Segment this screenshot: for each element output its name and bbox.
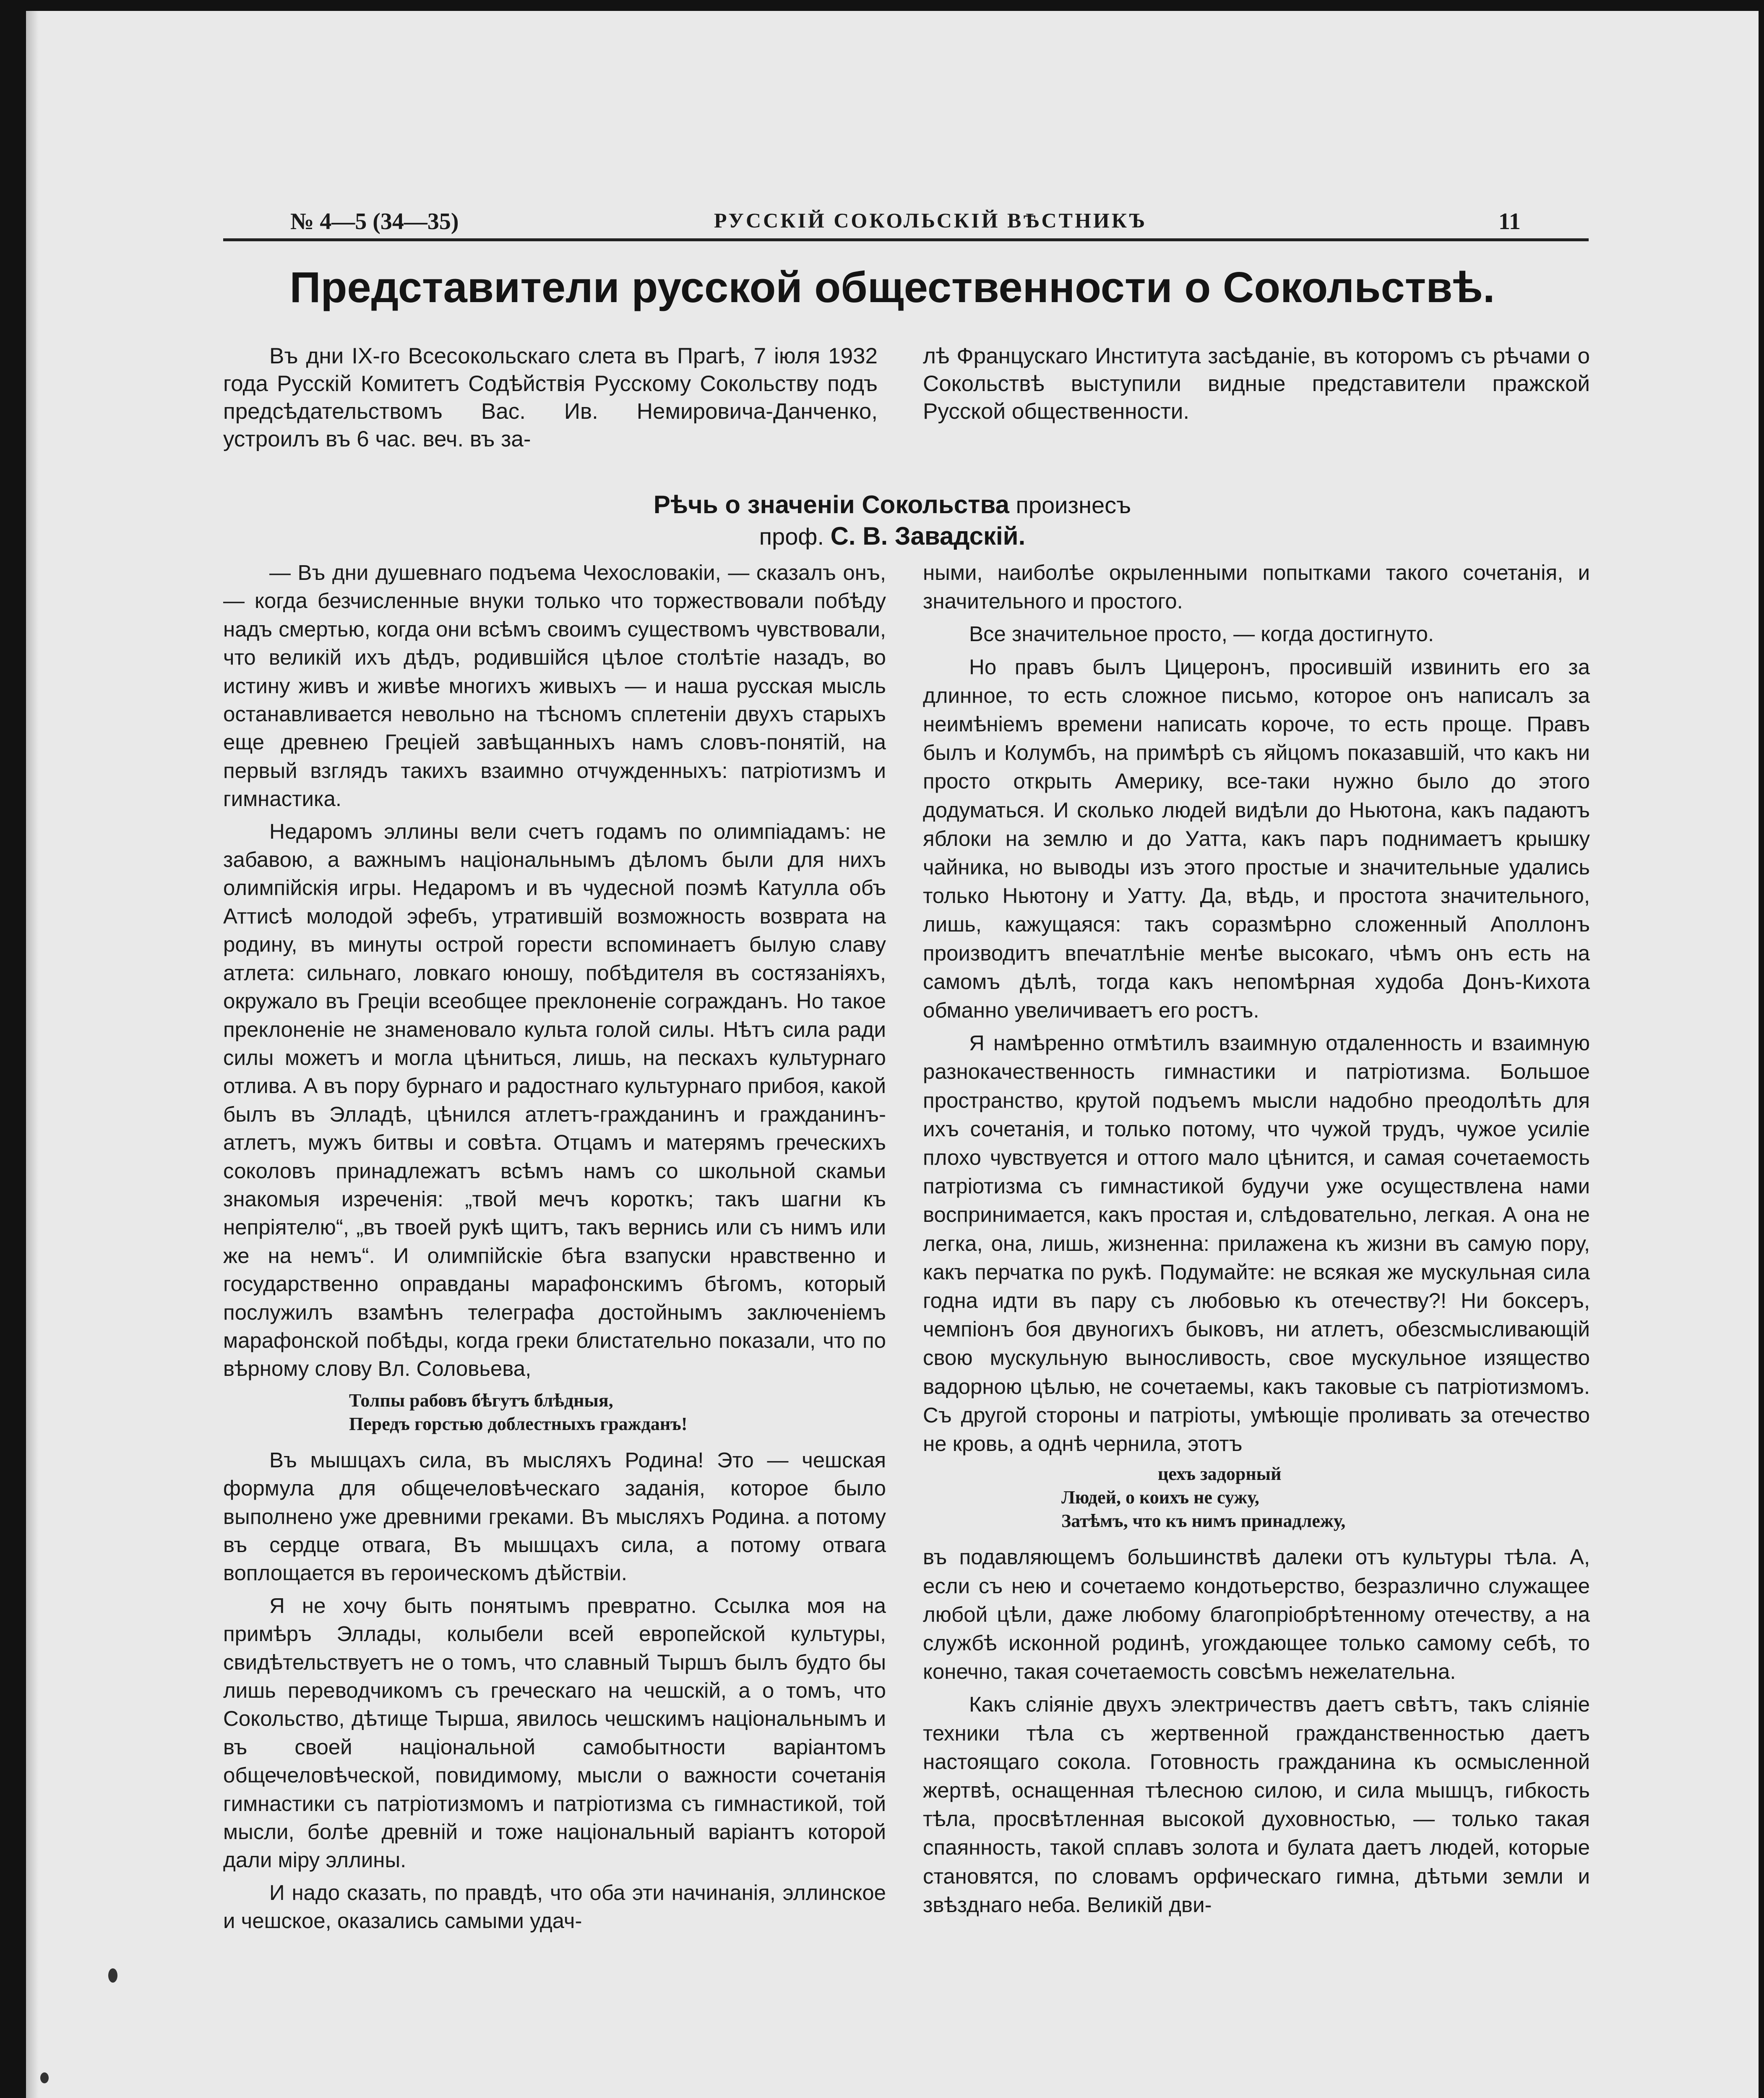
left-paragraph-2: Недаромъ эллины вели счетъ годамъ по олимпіадамъ: не забавою, а важнымъ національнымъ дѣломъ были для нихъ олимпійскія игры. Недаромъ и въ чудесной поэмѣ Катулла объ Аттисѣ молодой эфебъ, утратившій возможность возврата на родину, въ минуты острой горести вспоминаетъ былую славу атлета: сильнаго, ловкаго юношу, побѣдителя въ состязаніяхъ, окружало въ Греціи всеобщее преклоненіе согражданъ. Но такое преклоненіе не знаменовало культа голой силы. Нѣтъ сила ради силы можетъ и могла цѣниться, лишь, на пескахъ культурнаго отлива. А въ пору бурнаго и радостнаго культурнаго прибоя, какой былъ въ Элладѣ, цѣнился атлетъ-гражданинъ и гражданинъ-атлетъ, мужъ битвы и совѣта. Отцамъ и матерямъ греческихъ соколовъ принадлежатъ всѣмъ намъ со школьной скамьи знакомыя изреченія: „твой мечъ короткъ; такъ шагни къ непріятелю“, „въ твоей рукѣ щитъ, такъ вернись или съ нимъ или же на немъ“. И олимпійскіе бѣга взапуски нравственно и государственно оправданы марафонскимъ бѣгомъ, который послужилъ взамѣнъ телеграфа достойнымъ заключеніемъ марафонской побѣды, когда греки блистательно показали, что по вѣрному слову Вл. Соловьева, [223, 819, 886, 1381]
intro-paragraph-left: Въ дни IX-го Всесокольскаго слета въ Прагѣ, 7 іюля 1932 года Русскій Комитетъ Содѣйствія Русскому Сокольству подъ предсѣдательствомъ Вас. Ив. Немировича-Данченко, устроилъ въ 6 час. веч. въ за- [223, 344, 878, 451]
right-paragraph-4: Я намѣренно отмѣтилъ взаимную отдаленность и взаимную разнокачественность гимнастики и патріотизма. Большое пространство, крутой подъемъ мысли надобно преодолѣть для ихъ сочетанія, и только потому, что чужой трудъ, чужое усиліе плохо чувствуется и оттого мало цѣнится, и самая сочетаемость патріотизма съ гимнастикой будучи уже осуществлена нами воспринимается, какъ простая и, слѣдовательно, легкая. А она не легка, она, лишь, жизненна: прилажена къ жизни въ самую пору, какъ перчатка по рукѣ. Подумайте: не всякая же мускульная сила годна идти въ пару съ любовью къ отечеству?! Ни боксеръ, чемпіонъ боя двуногихъ быковъ, ни атлетъ, обезсмысливающій свою мускульную выносливость, свое мускульное изящество вадорною цѣлью, не сочетаемы, какъ таковые съ патріотизмомъ. Съ другой стороны и патріоты, умѣющіе проливать за отечество не кровь, а однѣ чернила, этотъ [923, 1031, 1590, 1456]
verse-line: Людей, о коихъ не сужу, [1061, 1487, 1259, 1508]
intro-right-column [923, 342, 1590, 430]
left-text-column [223, 558, 886, 1939]
right-paragraph-2: Все значительное просто, — когда достигнуто. [969, 622, 1434, 646]
right-paragraph-3: Но правъ былъ Цицеронъ, просившій извинить его за длинное, то есть сложное письмо, которое онъ написалъ за неимѣніемъ времени написать короче, то есть проще. Правъ былъ и Колумбъ, на примѣрѣ съ яйцомъ показавшій, что какъ ни просто открыть Америку, все-таки нужно было до этого додуматься. И сколько людей видѣли до Ньютона, какъ падаютъ яблоки на землю и до Уатта, какъ паръ поднимаетъ крышку чайника, но выводы изъ этого простые и значительные удались только Ньютону и Уатту. Да, вѣдь, и простота значительного, лишь, кажущаяся: такъ соразмѣрно сложенный Аполлонъ производитъ впечатлѣніе менѣе высокаго, чѣмъ онъ есть на самомъ дѣлѣ, тогда какъ непомѣрная худоба Донъ-Кихота обманно увеличиваетъ его ростъ. [923, 655, 1590, 1023]
right-paragraph-1: ными, наиболѣе окрыленными попытками такого сочетанія, и значительного и простого. [923, 561, 1590, 613]
speech-author-line [26, 521, 1759, 552]
verse-line: Толпы рабовъ бѣгутъ блѣдныя, [349, 1390, 613, 1411]
intro-paragraph-right: лѣ Францускаго Института засѣданіе, въ которомъ съ рѣчами о Сокольствѣ выступили видные представители пражской Русской общественности. [923, 344, 1590, 424]
verse-quote-soloviev [223, 1389, 886, 1436]
ink-speck [108, 1968, 117, 1983]
header-divider [223, 238, 1589, 241]
speech-title-line [26, 489, 1759, 521]
left-paragraph-3: Въ мышцахъ сила, въ мысляхъ Родина! Это — чешская формула для общечеловѣческаго заданія, которое было выполнено уже древними греками. Въ мысляхъ Родина. а потому въ сердце отвага, Въ мышцахъ сила, а потому отвага воплощается въ героическомъ дѣйствіи. [223, 1448, 886, 1585]
left-paragraph-1: — Въ дни душевнаго подъема Чехословакіи, — сказалъ онъ, — когда безчисленные внуки только что торжествовали побѣду надъ смертью, когда они всѣмъ своимъ существомъ чувствовали, что великій ихъ дѣдъ, родившійся цѣлое столѣтіе назадъ, во истину живъ и живѣе многихъ живыхъ — и наша русская мысль останавливается невольно на тѣсномъ сплетеніи двухъ старыхъ еще древнею Греціей завѣщанныхъ намъ словъ-понятій, на первый взглядъ такихъ взаимно отчужденныхъ: патріотизмъ и гимнастика. [223, 561, 886, 811]
journal-title: РУССКІЙ СОКОЛЬСКІЙ ВѢСТНИКЪ [714, 209, 1147, 232]
speech-title: Рѣчь о значеніи Сокольства [653, 491, 1009, 519]
verse-line: цехъ задорный [1158, 1464, 1282, 1485]
right-paragraph-6: Какъ сліяніе двухъ электричествъ даетъ свѣтъ, такъ сліяніе техники тѣла съ жертвенной гражданственностью даетъ настоящаго сокола. Готовность гражданина къ осмысленной жертвѣ, оснащенная тѣлесною силою, и сила мышцъ, гибкость тѣла, просвѣтленная высокой духовностью, — только такая спаянность, такой сплавъ золота и булата даетъ людей, которые становятся, по словамъ орфическаго гимна, дѣтьми земли и звѣзднаго неба. Великій дви- [923, 1692, 1590, 1917]
article-title: Представители русской общественности о Сокольствѣ. [289, 263, 1495, 311]
author-prefix: проф. [759, 523, 831, 550]
speech-author: С. В. Завадскій. [830, 522, 1026, 550]
intro-left-column [223, 342, 878, 457]
right-paragraph-5: въ подавляющемъ большинствѣ далеки отъ культуры тѣла. А, если съ нею и сочетаемо кондотьерство, безразлично служащее любой цѣли, даже любому благопріобрѣтенному отечеству, а на службѣ исконной родинѣ, угождающее только самому себѣ, то конечно, такая сочетаемость совсѣмъ нежелательна. [923, 1545, 1590, 1684]
issue-number: № 4—5 (34—35) [290, 209, 459, 235]
page-number: 11 [1498, 209, 1521, 235]
speech-heading [26, 489, 1759, 552]
verse-line: Передъ горстью доблестныхъ гражданъ! [349, 1413, 688, 1434]
newspaper-page [26, 11, 1759, 2098]
ink-speck [40, 2072, 49, 2083]
left-paragraph-4: Я не хочу быть понятымъ превратно. Ссылка моя на примѣръ Эллады, колыбели всей европейской культуры, свидѣтельствуетъ не о томъ, что славный Тыршъ былъ будто бы лишь переводчикомъ съ греческаго на чешскій, а о томъ, что Сокольство, дѣтище Тырша, явилось чешскимъ національнымъ и въ своей національной самобытности варіантомъ общечеловѣческой, повидимому, мысли о важности сочетанія гимнастики съ патріотизмомъ и патріотизма съ гимнастикой, той мысли, болѣе древній и тоже національный варіантъ которой дали міру эллины. [223, 1593, 886, 1872]
page-edge-shadow [26, 11, 39, 2098]
verse-line: Затѣмъ, что къ нимъ принадлежу, [1061, 1511, 1346, 1532]
speech-title-tail: произнесъ [1009, 492, 1131, 518]
right-text-column [923, 558, 1590, 1923]
left-paragraph-5: И надо сказать, по правдѣ, что оба эти начинанія, эллинское и чешское, оказались самыми удач- [223, 1880, 886, 1933]
verse-quote-griboyedov [923, 1462, 1590, 1533]
